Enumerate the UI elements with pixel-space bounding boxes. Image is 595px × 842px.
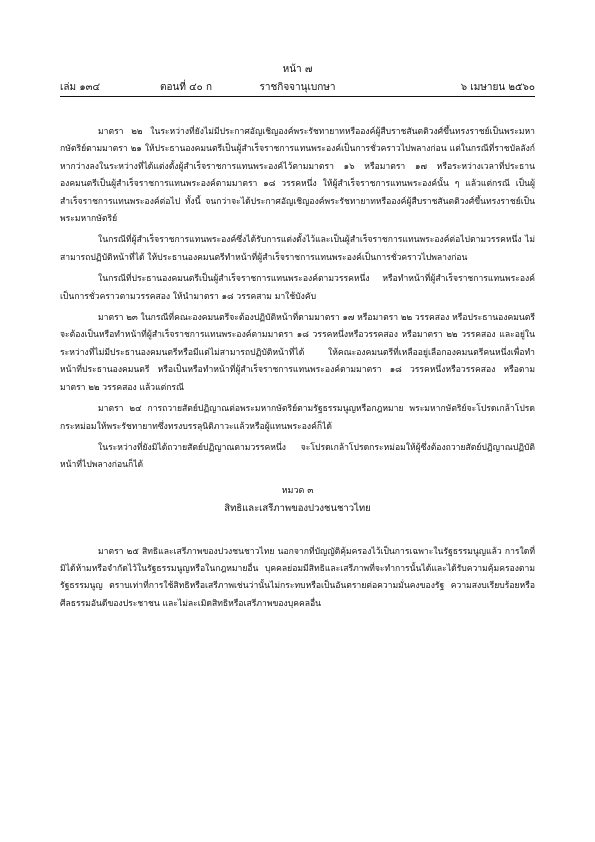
- section-22-paragraph: มาตรา ๒๒ ในระหว่างที่ยังไม่มีประกาศอัญเชิญองค์พระรัชทายาทหรือองค์ผู้สืบราชสันตติวงศ์ขึ้นทรงราชย์เป็นพระมหากษัตริย์ตามมาตรา ๒๑ ให้ประธานองคมนตรีเป็นผู้สำเร็จราชการแทนพระองค์เป็นการชั่วคราวไปพลางก่อน แต่ในกรณีที่ราชบัลลังก์หากว่างลงในระหว่างที่ได้แต่งตั้งผู้สำเร็จราชการแทนพระองค์ไว้ตามมาตรา ๑๖ หรือมาตรา ๑๗ หรือระหว่างเวลาที่ประธานองคมนตรีเป็นผู้สำเร็จราชการแทนพระองค์ตามมาตรา ๑๘ วรรคหนึ่ง ให้ผู้สำเร็จราชการแทนพระองค์นั้น ๆ แล้วแต่กรณี เป็นผู้สำเร็จราชการแทนพระองค์ต่อไป ทั้งนี้ จนกว่าจะได้ประกาศอัญเชิญองค์พระรัชทายาทหรือองค์ผู้สืบราชสันตติวงศ์ขึ้นทรงราชย์เป็นพระมหากษัตริย์: [60, 127, 535, 225]
- gazette-header: [60, 80, 535, 94]
- header-divider: [60, 96, 535, 97]
- section-25-paragraph: มาตรา ๒๕ สิทธิและเสรีภาพของปวงชนชาวไทย นอกจากที่บัญญัติคุ้มครองไว้เป็นการเฉพาะในรัฐธรรมนูญแล้ว การใดที่มิได้ห้ามหรือจำกัดไว้ในรัฐธรรมนูญหรือในกฎหมายอื่น บุคคลย่อมมีสิทธิและเสรีภาพที่จะทำการนั้นได้และได้รับความคุ้มครองตามรัฐธรรมนูญ ตราบเท่าที่การใช้สิทธิหรือเสรีภาพเช่นว่านั้นไม่กระทบหรือเป็นอันตรายต่อความมั่นคงของรัฐ ความสงบเรียบร้อยหรือศีลธรรมอันดีของประชาชน และไม่ละเมิดสิทธิหรือเสรีภาพของบุคคลอื่น: [60, 546, 535, 609]
- section-24-paragraph-2: ในระหว่างที่ยังมิได้ถวายสัตย์ปฏิญาณตามวรรคหนึ่ง จะโปรดเกล้าโปรดกระหม่อมให้ผู้ซึ่งต้องถวายสัตย์ปฏิญาณปฏิบัติหน้าที่ไปพลางก่อนก็ได้: [60, 442, 535, 471]
- page-number: หน้า ๗: [282, 64, 313, 75]
- issue-label: ตอนที่ ๔๐ ก: [160, 82, 213, 93]
- chapter-title: สิทธิและเสรีภาพของปวงชนชาวไทย: [224, 503, 371, 515]
- section-24-paragraph: มาตรา ๒๔ การถวายสัตย์ปฏิญาณต่อพระมหากษัตริย์ตามรัฐธรรมนูญหรือกฎหมาย พระมหากษัตริย์จะโปรดเกล้าโปรดกระหม่อมให้พระรัชทายาทซึ่งทรงบรรลุนิติภาวะแล้วหรือผู้แทนพระองค์ก็ได้: [60, 404, 535, 432]
- chapter-number: หมวด ๓: [281, 485, 314, 496]
- gazette-title: ราชกิจจานุเบกษา: [259, 82, 336, 93]
- volume-label: เล่ม ๑๓๔: [60, 82, 101, 93]
- document-body: [60, 124, 535, 617]
- section-22-paragraph-2: ในกรณีที่ผู้สำเร็จราชการแทนพระองค์ซึ่งได้รับการแต่งตั้งไว้และเป็นผู้สำเร็จราชการแทนพระองค์ต่อไปตามวรรคหนึ่ง ไม่สามารถปฏิบัติหน้าที่ได้ ให้ประธานองคมนตรีทำหน้าที่ผู้สำเร็จราชการแทนพระองค์เป็นการชั่วคราวไปพลางก่อน: [60, 235, 535, 263]
- section-23-paragraph: มาตรา ๒๓ ในกรณีที่คณะองคมนตรีจะต้องปฏิบัติหน้าที่ตามมาตรา ๑๗ หรือมาตรา ๒๒ วรรคสอง หรือประธานองคมนตรีจะต้องเป็นหรือทำหน้าที่ผู้สำเร็จราชการแทนพระองค์ตามมาตรา ๑๘ วรรคหนึ่งหรือวรรคสอง หรือมาตรา ๒๒ วรรคสอง และอยู่ในระหว่างที่ไม่มีประธานองคมนตรีหรือมีแต่ไม่สามารถปฏิบัติหน้าที่ได้ ให้คณะองคมนตรีที่เหลืออยู่เลือกองคมนตรีคนหนึ่งเพื่อทำหน้าที่ประธานองคมนตรี หรือเป็นหรือทำหน้าที่ผู้สำเร็จราชการแทนพระองค์ตามมาตรา ๑๘ วรรคหนึ่งหรือวรรคสอง หรือตามมาตรา ๒๒ วรรคสอง แล้วแต่กรณี: [60, 313, 535, 393]
- section-22-paragraph-3: ในกรณีที่ประธานองคมนตรีเป็นผู้สำเร็จราชการแทนพระองค์ตามวรรคหนึ่ง หรือทำหน้าที่ผู้สำเร็จราชการแทนพระองค์เป็นการชั่วคราวตามวรรคสอง ให้นำมาตรา ๑๘ วรรคสาม มาใช้บังคับ: [60, 274, 535, 302]
- publication-date: ๖ เมษายน ๒๕๖๐: [460, 82, 535, 93]
